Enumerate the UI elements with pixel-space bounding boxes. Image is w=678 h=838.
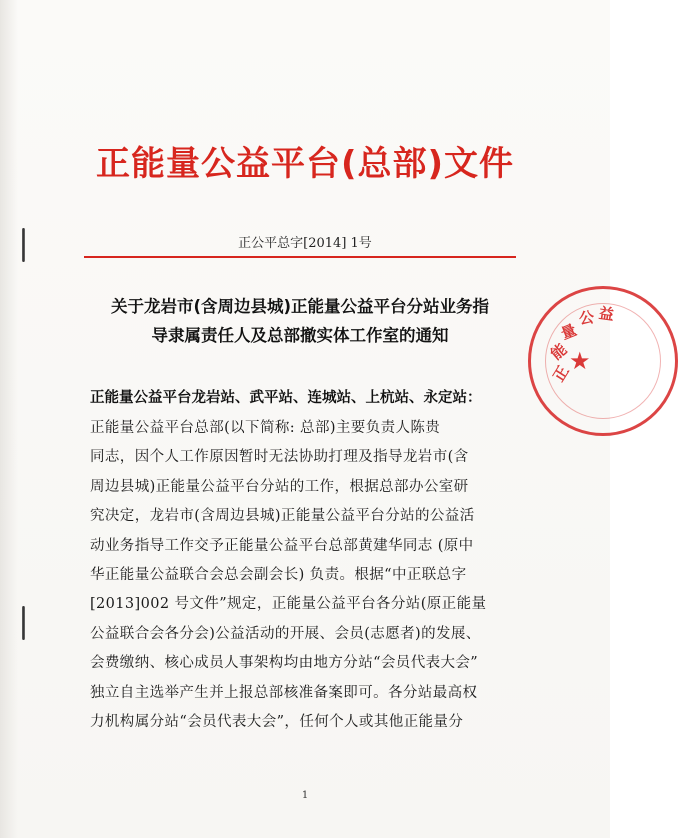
body-line: 会费缴纳、核心成员人事架构均由地方分站“会员代表大会” <box>90 655 479 672</box>
document-header-title: 正能量公益平台(总部)文件 <box>95 144 515 184</box>
body-line: 周边县城)正能量公益平台分站的工作，根据总部办公室研 <box>90 478 469 495</box>
body-line: 力机构属分站“会员代表大会”，任何个人或其他正能量分 <box>90 714 464 731</box>
notice-title <box>90 292 510 350</box>
star-icon: ★ <box>569 347 591 375</box>
body-line: 华正能量公益联合会总会副会长) 负责。根据“中正联总字 <box>90 567 467 584</box>
body-line: 同志，因个人工作原因暂时无法协助打理及指导龙岩市(含 <box>90 449 469 466</box>
body-paragraph <box>90 414 518 737</box>
seal-character: 能 <box>547 340 571 364</box>
body-line: 公益联合会各分会)公益活动的开展、会员(志愿者)的发展、 <box>90 625 481 642</box>
notice-title-line: 关于龙岩市(含周边县城)正能量公益平台分站业务指 <box>110 297 490 316</box>
page-number: 1 <box>301 790 309 801</box>
red-official-seal <box>528 286 678 436</box>
notice-title-line: 导隶属责任人及总部撤实体工作室的通知 <box>151 326 449 345</box>
seal-character: 正 <box>549 362 573 385</box>
red-divider-line <box>84 256 516 258</box>
seal-character: 益 <box>597 304 616 324</box>
seal-character: 量 <box>558 320 580 344</box>
addressee: 正能量公益平台龙岩站、武平站、连城站、上杭站、永定站： <box>90 390 482 406</box>
body-line: 独立自主选举产生并上报总部核准备案即可。各分站最高权 <box>90 684 478 701</box>
body-line: 究决定，龙岩市(含周边县城)正能量公益平台分站的公益活 <box>90 508 475 525</box>
seal-character: 公 <box>578 308 595 328</box>
body-line: 动业务指导工作交予正能量公益平台总部黄建华同志 (原中 <box>90 537 474 554</box>
body-line: [2013]002 号文件”规定，正能量公益平台各分站(原正能量 <box>90 596 487 613</box>
staple-mark-bottom <box>22 606 25 640</box>
document-number: 正公平总字[2014] 1号 <box>238 236 372 251</box>
body-line: 正能量公益平台总部(以下简称: 总部)主要负责人陈贵 <box>90 420 441 436</box>
